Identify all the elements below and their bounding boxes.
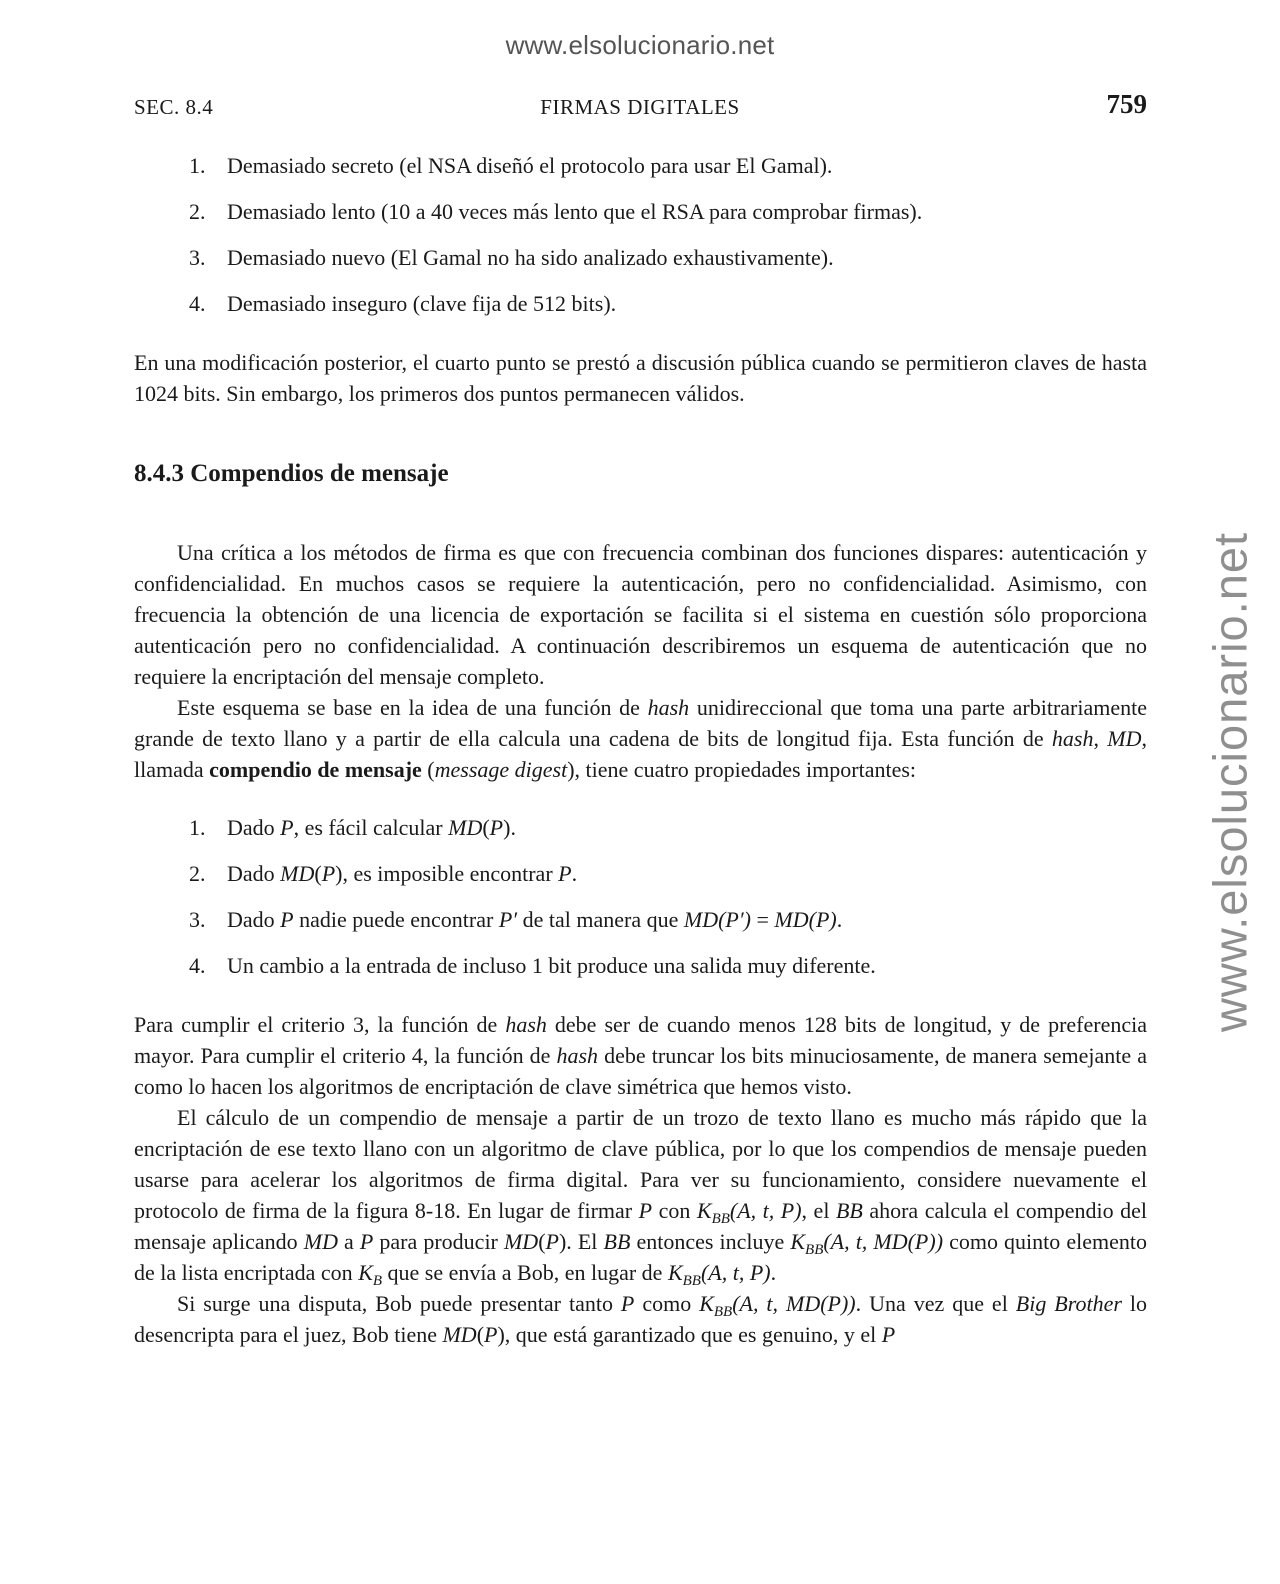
page-content [134, 150, 1147, 1350]
list-number: 2. [189, 199, 206, 224]
list-text: Demasiado nuevo (El Gamal no ha sido analizado exhaustivamente). [227, 245, 834, 270]
list-number: 1. [189, 153, 206, 178]
paragraph: Una crítica a los métodos de firma es que con frecuencia combinan dos funciones dispares: autenticación y confidencialidad. En muchos casos se requiere la autenticación, pero no confidencialidad. Asimismo, con frecuencia la obtención de una licencia de exportación se facilita si el sistema en cuestión sólo proporciona autenticación pero no confidencialidad. A continuación describiremos un esquema de autenticación que no requiere la encriptación del mensaje completo. [134, 540, 1147, 689]
list-number: 4. [189, 291, 206, 316]
properties-list [134, 812, 1147, 996]
list-item: 4. Un cambio a la entrada de incluso 1 bit produce una salida muy diferente. [189, 953, 876, 978]
limitations-list [134, 150, 1147, 334]
watermark-side-text: www.elsolucionario.net [1203, 531, 1257, 1033]
paragraph: En una modificación posterior, el cuarto punto se prestó a discusión pública cuando se permitieron claves de hasta 1024 bits. Sin embargo, los primeros dos puntos permanecen válidos. [134, 350, 1147, 406]
list-item: 3. Dado P nadie puede encontrar P′ de tal manera que MD(P′) = MD(P). [189, 907, 843, 932]
page-number: 759 [1106, 89, 1147, 119]
page-header [0, 89, 1280, 123]
list-text: Demasiado inseguro (clave fija de 512 bits). [227, 291, 617, 316]
watermark-top: www.elsolucionario.net [505, 30, 775, 60]
section-label: SEC. 8.4 [134, 95, 214, 119]
list-item [134, 288, 1147, 334]
paragraph: Si surge una disputa, Bob puede presentar tanto P como $K_{BB}(A$, t, MD(P)). Una vez que el Big Brother lo desencripta para el juez, Bob tiene MD(P), que está garantizado que es genuino, y el P [134, 1291, 1147, 1347]
paragraph: Este esquema se base en la idea de una función de hash unidireccional que toma una parte arbitrariamente grande de texto llano y a partir de ella calcula una cadena de bits de longitud fija. Esta función de hash, MD, llamada compendio de mensaje (message digest), tiene cuatro propiedades importantes: [134, 695, 1148, 782]
list-item [134, 150, 1147, 196]
section-heading: 8.4.3 Compendios de mensaje [134, 460, 449, 487]
list-item: 2. Dado MD(P), es imposible encontrar P. [189, 861, 578, 886]
running-title: FIRMAS DIGITALES [540, 95, 740, 119]
paragraph: El cálculo de un compendio de mensaje a partir de un trozo de texto llano es mucho más rápido que la encriptación de ese texto llano con un algoritmo de clave pública, por lo que los compendios de mensaje pueden usarse para acelerar los algoritmos de firma digital. Para ver su funcionamiento, considere nuevamente el protocolo de firma de la figura 8-18. En lugar de firmar P con $K_{BB}(A$, t, P), el BB ahora calcula el compendio del mensaje aplicando MD a P para producir MD(P). El BB entonces incluye $K_{BB}(A$, t, MD(P)) como quinto elemento de la lista encriptada con $K_B$ que se envía a Bob, en lugar de $K_{BB}(A$, t, P). [134, 1105, 1147, 1289]
list-item [134, 242, 1147, 288]
list-text: Demasiado secreto (el NSA diseñó el protocolo para usar El Gamal). [227, 153, 833, 178]
list-number: 3. [189, 245, 206, 270]
paragraph: Para cumplir el criterio 3, la función de hash debe ser de cuando menos 128 bits de longitud, y de preferencia mayor. Para cumplir el criterio 4, la función de hash debe truncar los bits minuciosamente, de manera semejante a como lo hacen los algoritmos de encriptación de clave simétrica que hemos visto. [134, 1012, 1147, 1099]
list-item: 1. Dado P, es fácil calcular MD(P). [189, 815, 516, 840]
list-item [134, 196, 1147, 242]
list-text: Demasiado lento (10 a 40 veces más lento que el RSA para comprobar firmas). [227, 199, 923, 224]
